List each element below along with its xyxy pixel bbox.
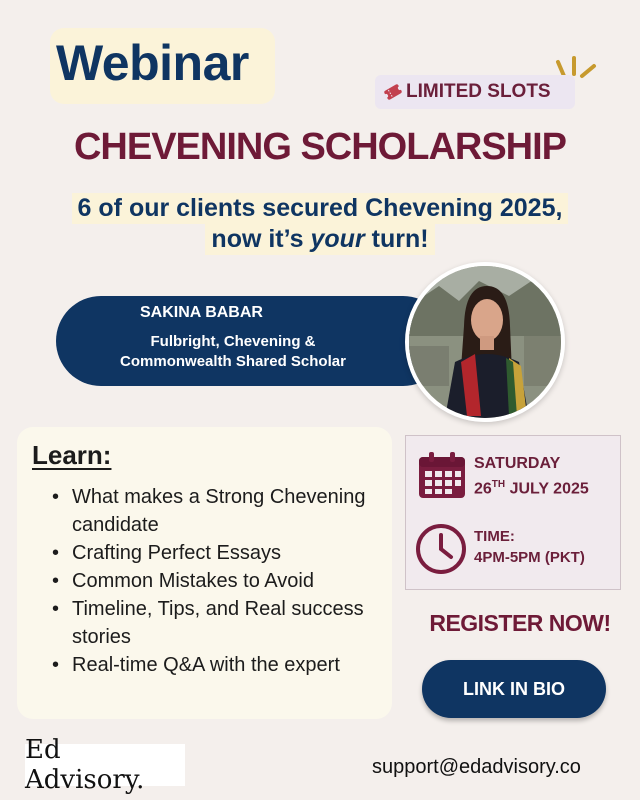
register-heading: REGISTER NOW! (429, 610, 611, 636)
brand-logo: Ed Advisory. (25, 744, 185, 786)
limited-slots-badge (375, 75, 575, 109)
speaker-name: SAKINA BABAR (140, 304, 263, 321)
learn-title: Learn: (32, 440, 112, 470)
subheading (30, 193, 610, 255)
speaker-role (80, 332, 386, 372)
event-date (474, 479, 589, 498)
list-item: • Timeline, Tips, and Real success stories (50, 595, 380, 651)
clock-icon (414, 522, 468, 576)
link-in-bio-button[interactable]: LINK IN BIO (422, 660, 606, 718)
time-label: TIME: (474, 528, 515, 545)
subheading-line2 (205, 224, 434, 255)
event-day: SATURDAY (474, 455, 561, 472)
list-item: • What makes a Strong Chevening candidate (50, 483, 380, 539)
speaker-role-line2: Commonwealth Shared Scholar (120, 353, 346, 370)
event-date-num: 26 (474, 480, 492, 498)
main-heading: CHEVENING SCHOLARSHIP (73, 126, 567, 168)
list-item: • Crafting Perfect Essays (50, 539, 380, 567)
event-date-rest: JULY 2025 (505, 480, 589, 498)
subheading-line1: 6 of our clients secured Chevening 2025, (72, 193, 569, 224)
list-item: • Real-time Q&A with the expert (50, 651, 380, 679)
time-value: 4PM-5PM (PKT) (474, 549, 585, 566)
webinar-title: Webinar (56, 35, 249, 91)
limited-slots-text: LIMITED SLOTS (406, 81, 551, 102)
event-date-suffix: TH (491, 479, 506, 490)
subheading-line2-before: now it’s (211, 225, 311, 253)
subheading-line2-after: turn! (364, 225, 429, 253)
calendar-icon (416, 449, 468, 501)
learn-list (50, 483, 380, 679)
subheading-emphasis: your (310, 225, 365, 253)
ticket-icon (383, 83, 403, 101)
speaker-photo (405, 262, 565, 422)
list-item: • Common Mistakes to Avoid (50, 567, 380, 595)
support-email[interactable]: support@edadvisory.co (372, 756, 581, 778)
speaker-role-line1: Fulbright, Chevening & (150, 333, 316, 350)
